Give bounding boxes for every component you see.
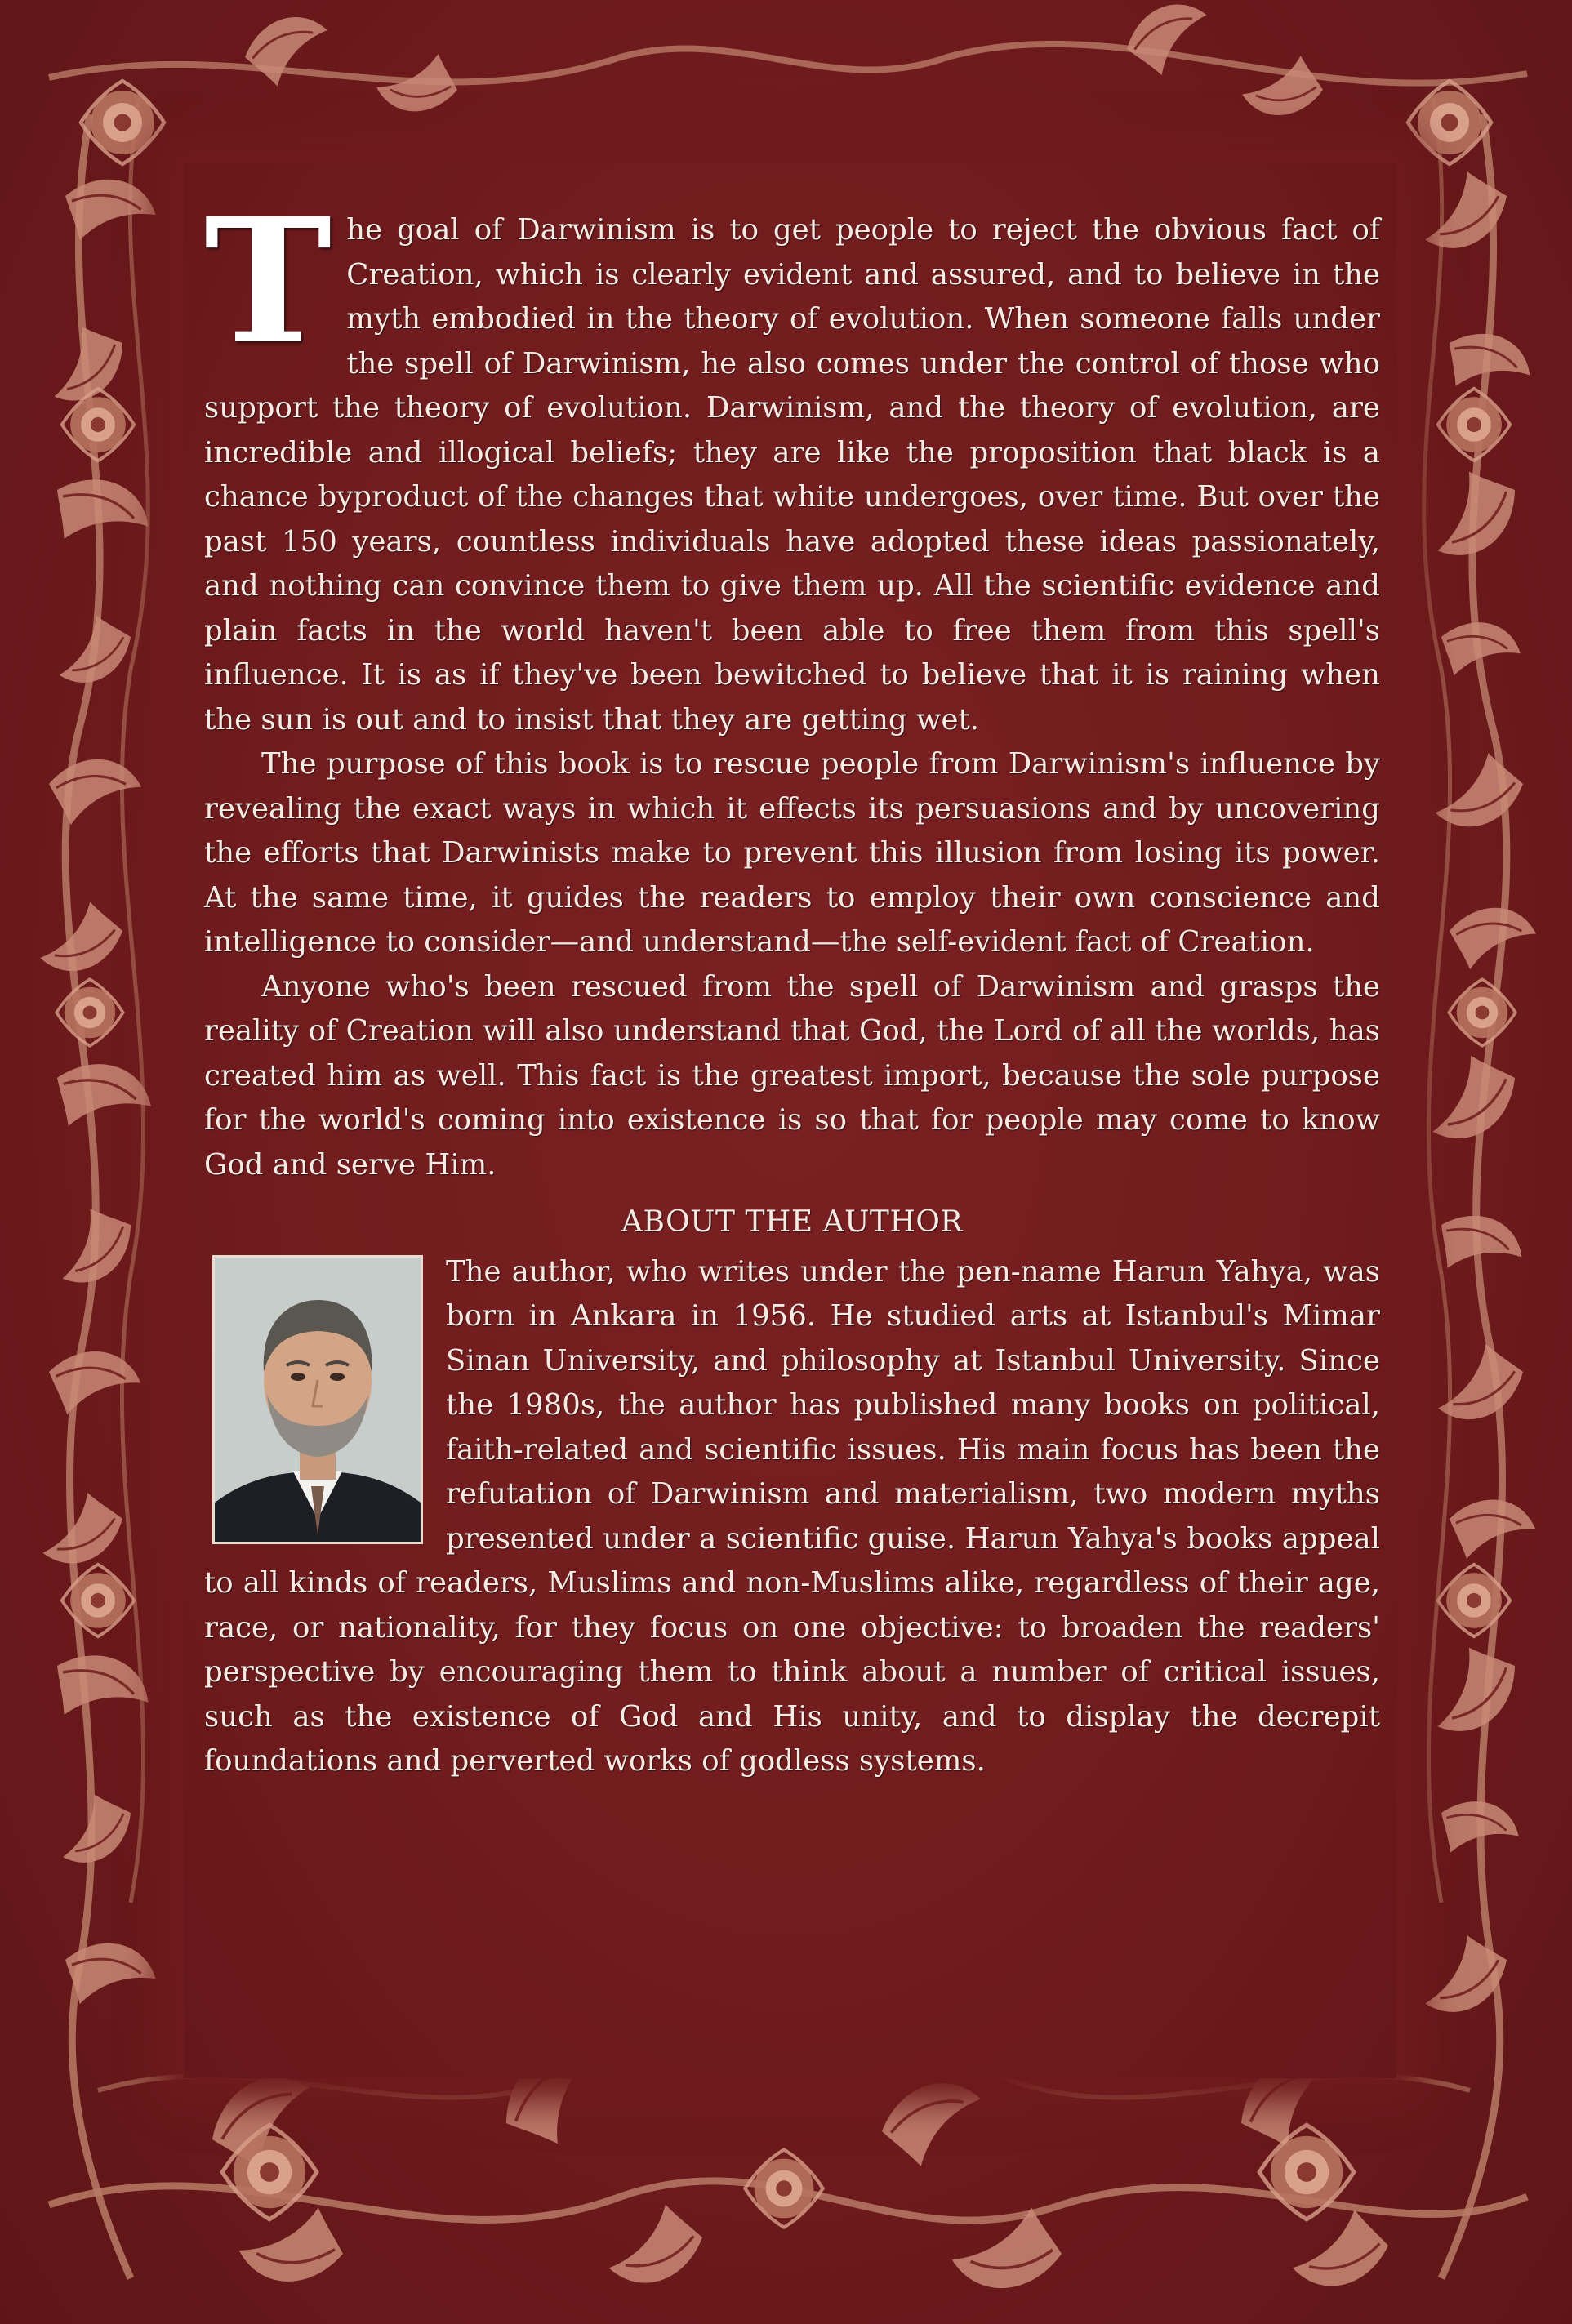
intro-paragraph-2: The purpose of this book is to rescue people from Darwinism's influence by revealing the exact ways in which it effects its persuasions and by uncovering the efforts that Darwinists make to prevent this illusion from losing its power. At the same time, it guides the readers to employ their own conscience and intelligence to consider—and understand—the self-evident fact of Creation. xyxy=(204,747,1380,959)
about-author-heading: ABOUT THE AUTHOR xyxy=(621,1205,963,1239)
about-author-text: The author, who writes under the pen-name Harun Yahya, was born in Ankara in 1956. He studied arts at Istanbul's Mimar Sinan University, and philosophy at Istanbul University. Since the 1980s, the author has published many books on political, faith-related and scientific issues. His main focus has been the refutation of Darwinism and materialism, two modern myths presented under a scientific guise. Harun Yahya's books appeal to all kinds of readers, Muslims and non-Muslims alike, regardless of their age, race, or nationality, for they focus on one objective: to broaden the readers' perspective by encouraging them to think about a number of critical issues, such as the existence of God and His unity, and to display the decrepit foundations and perverted works of godless systems. xyxy=(204,1254,1380,1778)
author-portrait xyxy=(212,1255,423,1544)
back-cover-text xyxy=(204,180,1380,1784)
intro-paragraph-1 xyxy=(204,180,1380,742)
about-author-section xyxy=(204,1250,1380,1784)
intro-paragraph-3: Anyone who's been rescued from the spell of Darwinism and grasps the reality of Creation will also understand that God, the Lord of all the worlds, has created him as well. This fact is the greatest import, because the sole purpose for the world's coming into existence is so that for people may come to know God and serve Him. xyxy=(204,969,1380,1182)
drop-cap: T xyxy=(204,180,332,382)
intro-paragraph-1-text: he goal of Darwinism is to get people to reject the obvious fact of Creation, which is clearly evident and assured, and to believe in the myth embodied in the theory of evolution. When someone falls under the spell of Darwinism, he also comes under the control of those who support the theory of evolution. Darwinism, and the theory of evolution, are incredible and illogical beliefs; they are like the proposition that black is a chance byproduct of the changes that white undergoes, over time. But over the past 150 years, countless individuals have adopted these ideas passionately, and nothing can convince them to give them up. All the scientific evidence and plain facts in the world haven't been able to free them from this spell's influence. It is as if they've been bewitched to believe that it is raining when the sun is out and to insist that they are getting wet. xyxy=(204,213,1380,737)
